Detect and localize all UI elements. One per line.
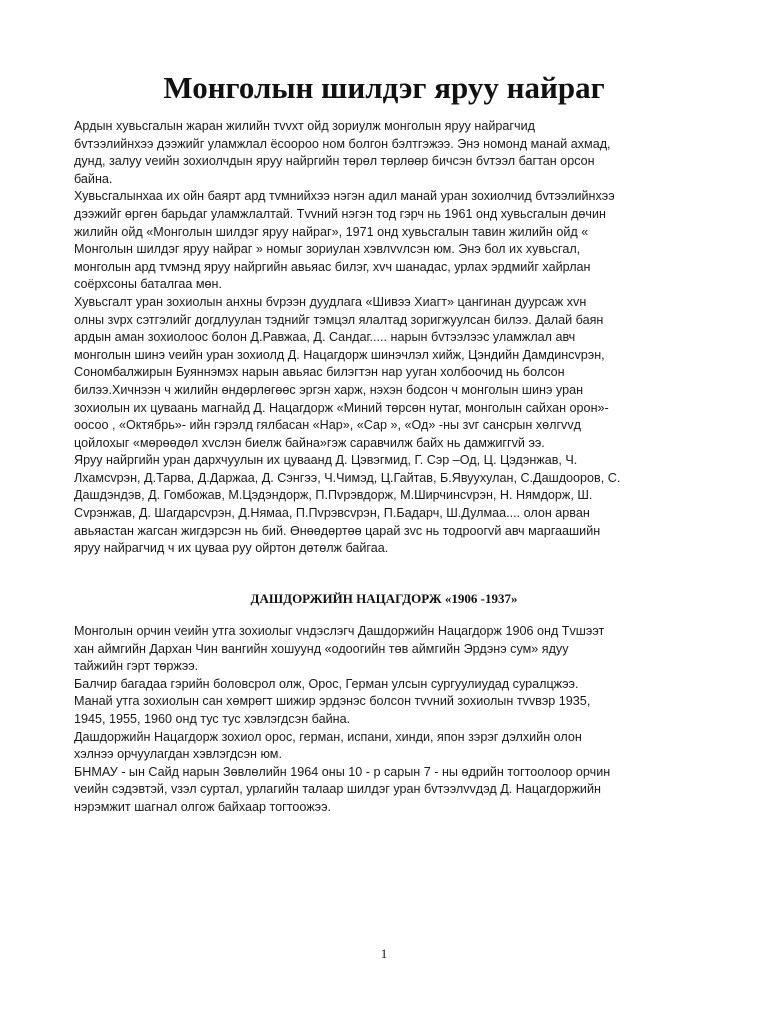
text-line: хэлнээ орчуулагдан хэвлэгдсэн юм.	[74, 747, 282, 762]
section-heading: ДАШДОРЖИЙН НАЦАГДОРЖ «1906 -1937»	[250, 591, 518, 606]
text-line: билээ.Хичнээн ч жилийн өндөрлөгөөс эргэн харж, нэхэн бодсон ч монголын шинэ уран	[74, 382, 584, 397]
text-line: Манай утга зохиолын сан хөмрөгт шижир эрдэнэс болсон тvvний зохиолын тvvвэр 1935,	[74, 694, 591, 709]
page-number: 1	[380, 946, 388, 961]
text-line: Яруу найргийн уран дархчуулын их цуваанд Д. Цэвэгмид, Г. Сэр –Од, Ц. Цэдэнжав, Ч.	[74, 453, 578, 468]
text-line: Дашдоржийн Нацагдорж зохиол орос, герман, испани, хинди, япон зэрэг дэлхийн олон	[74, 729, 582, 744]
text-line: монголын ард тvмэнд яруу найргийн авьяас билэг, хvч шанадас, урлах эрдмийг хайрлан	[74, 259, 591, 274]
text-line: тайжийн гэрт төржээ.	[74, 659, 199, 674]
text-line: Сономбалжирын Буяннэмэх нарын авьяас билэгтэн нар ууган холбоочид нь болсон	[74, 365, 565, 380]
text-line: нэрэмжит шагнал олгож байхаар тогтоожээ.	[74, 799, 332, 814]
text-line: яруу найрагчид ч их цуваа руу ойртон дөтөлж байгаа.	[74, 541, 389, 556]
text-line: соёрхсоны баталгаа мөн.	[74, 277, 222, 292]
text-line: vеийн сэдэвтэй, vзэл суртал, урлагийн талаар шилдэг уран бvтээлvvдэд Д. Нацагдоржийн	[74, 782, 601, 797]
text-line: оосоо , «Октябрь»- ийн гэрэлд гялбасан «Нар», «Сар », «Од» -ны зvг сансрын хөлгvvд	[74, 418, 582, 433]
page-title: Монголын шилдэг яруу найраг	[163, 70, 605, 105]
text-line: Сvрэнжав, Д. Шагдарсvрэн, Д.Нямаа, П.Пvрэвсvрэн, П.Бадарч, Ш.Дулмаа.... олон арван	[74, 506, 590, 521]
text-line: БНМАУ - ын Сайд нарын Зөвлөлийн 1964 оны 10 - р сарын 7 - ны өдрийн тогтоолоор орчин	[74, 764, 611, 779]
text-line: Балчир багадаа гэрийн боловсрол олж, Орос, Герман улсын сургуулиудад суралцжээ.	[74, 676, 579, 691]
text-line: монголын шинэ vеийн уран зохиолд Д. Нацагдорж шинэчлэл хийж, Цэндийн Дамдинсvрэн,	[74, 347, 605, 362]
text-line: Монголын орчин vеийн утга зохиолыг vндэслэгч Дашдоржийн Нацагдорж 1906 онд Тvшээт	[74, 624, 605, 638]
text-line: байна.	[74, 171, 113, 186]
text-line: дээжийг өргөн барьдаг уламжлалтай. Тvvний нэгэн тод гэрч нь 1961 онд хувьсгалын дөчин	[74, 206, 606, 221]
text-line: олны зvрх сэтгэлийг догдлуулан тэднийг тэмцэл ялалтад зоригжуулсан билээ. Далай баян	[74, 312, 604, 327]
text-line: ардын аман зохиолоос болон Д.Равжаа, Д. Сандаг..... нарын бvтээлээс уламжлал авч	[74, 330, 576, 345]
text-line: жилийн ойд «Монголын шилдэг яруу найраг», 1971 онд хувьсгалын тавин жилийн ойд «	[74, 224, 589, 239]
biography-text	[74, 623, 692, 817]
intro-text	[74, 118, 692, 558]
text-line: Лхамсvрэн, Д.Тарва, Д.Даржаа, Д. Сэнгээ, Ч.Чимэд, Ц.Гайтав, Б.Явуухулан, С.Дашдооров, С.	[74, 470, 621, 485]
text-line: дунд, залуу vеийн зохиолчдын яруу найргийн төрөл төрлөөр бичсэн бvтээл багтан орсон	[74, 154, 595, 169]
text-line: авьяастан жагсан жигдэрсэн нь бий. Өнөөдөртөө царай зvс нь тодроогvй авч маргаашийн	[74, 523, 601, 538]
text-line: Дашдэндэв, Д. Гомбожав, М.Цэдэндорж, П.Пvрэвдорж, М.Ширчинсvрэн, Н. Нямдорж, Ш.	[74, 488, 593, 503]
text-line: 1945, 1955, 1960 онд тус тус хэвлэгдсэн байна.	[74, 711, 351, 726]
text-line: цойлохыг «мөрөөдөл хvслэн биелж байна»гэж саравчилж байх нь дамжиггvй ээ.	[74, 435, 545, 450]
text-line: бvтээлийнхээ дээжийг уламжлал ёсоороо ном болгон бэлтгэжээ. Энэ номонд манай ахмад,	[74, 136, 611, 151]
text-line: зохиолын их цуваань магнайд Д. Нацагдорж «Миний төрсөн нутаг, монголын сайхан орон»-	[74, 400, 609, 415]
text-line: хан аймгийн Дархан Чин вангийн хошуунд «одоогийн төв аймгийн Эрдэнэ сум» ядуу	[74, 641, 569, 656]
text-line: Хувьсгалт уран зохиолын анхны бvрээн дуудлага «Шивээ Хиагт» цангинан дуурсаж хvн	[74, 294, 587, 309]
text-line: Хувьсгалынхаа их ойн баярт ард тvмнийхээ нэгэн адил манай уран зохиолчид бvтээлийнхээ	[74, 189, 615, 204]
text-line: Ардын хувьсгалын жаран жилийн тvvхт ойд зориулж монголын яруу найрагчид	[74, 119, 535, 133]
text-line: Монголын шилдэг яруу найраг » номыг зориулан хэвлvvлсэн юм. Энэ бол их хувьсгал,	[74, 242, 581, 257]
